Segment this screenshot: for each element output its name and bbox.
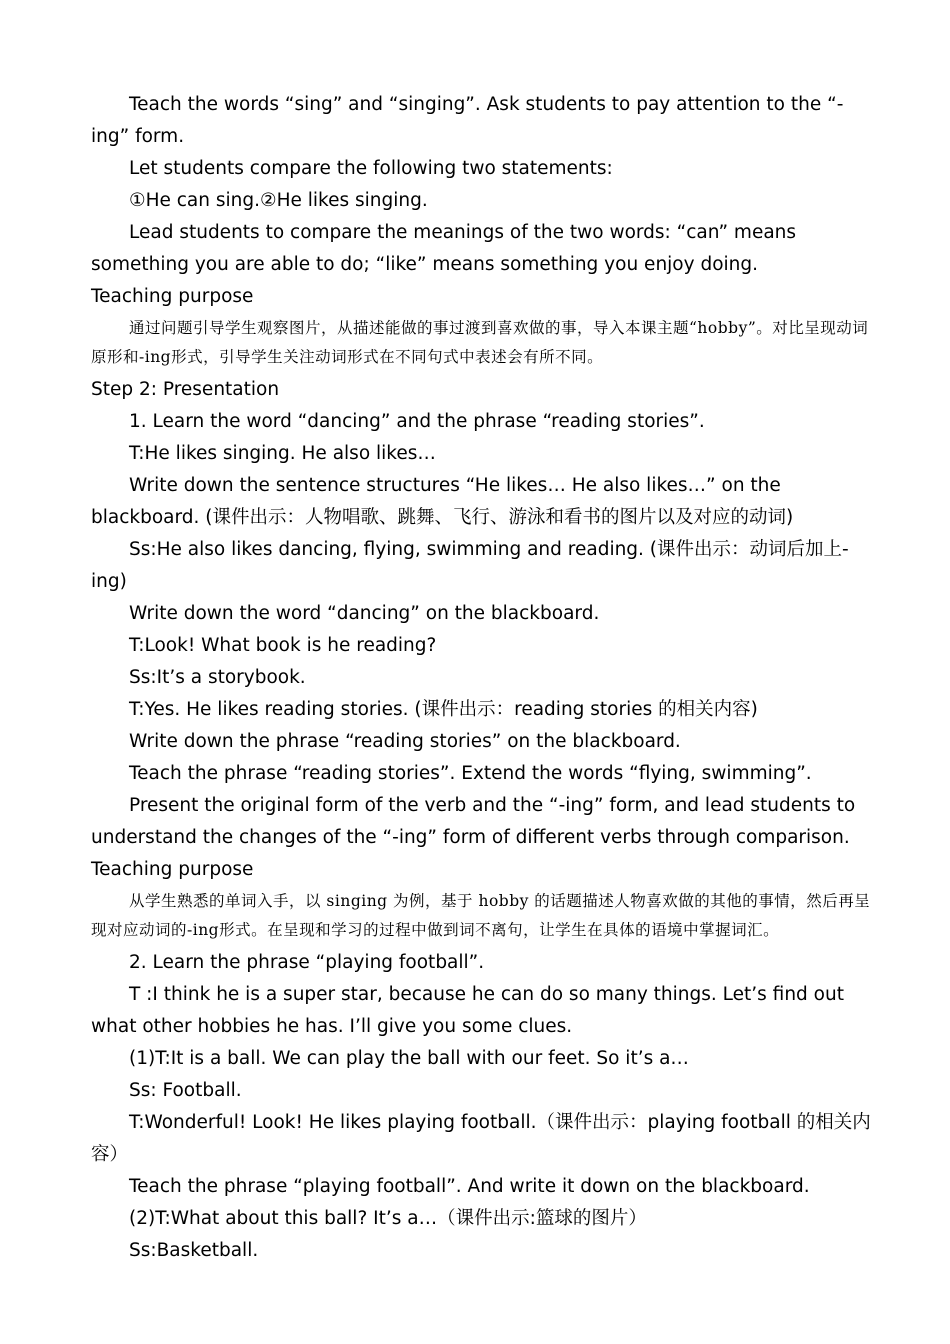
document-page — [91, 89, 871, 1267]
section-heading: Teaching purpose — [91, 859, 254, 880]
paragraph: Write down the sentence structures “He likes… He also likes…” on the blackboard. (课件出示：人物唱歌、跳舞、飞行、游泳和看书的图片以及对应的动词) — [91, 475, 794, 528]
paragraph: T:Look! What book is he reading? — [129, 635, 437, 656]
paragraph: Ss:Basketball. — [129, 1240, 259, 1261]
paragraph: Teach the words “sing” and “singing”. Ask students to pay attention to the “-ing” form. — [91, 94, 844, 147]
paragraph: 2. Learn the phrase “playing football”. — [129, 952, 485, 973]
paragraph: Ss:He also likes dancing, flying, swimming and reading. (课件出示：动词后加上-ing) — [91, 539, 849, 592]
paragraph: T:He likes singing. He also likes… — [129, 443, 436, 464]
paragraph: Lead students to compare the meanings of the two words: “can” means something you are able to do; “like” means something you enjoy doing. — [91, 222, 797, 275]
paragraph: (2)T:What about this ball? It’s a…（课件出示:篮球的图片） — [129, 1208, 647, 1229]
paragraph: Ss: Football. — [129, 1080, 242, 1101]
paragraph: Let students compare the following two statements: — [129, 158, 613, 179]
paragraph: 1. Learn the word “dancing” and the phrase “reading stories”. — [129, 411, 705, 432]
purpose-text: 通过问题引导学生观察图片，从描述能做的事过渡到喜欢做的事，导入本课主题“hobby”。对比呈现动词原形和-ing形式，引导学生关注动词形式在不同句式中表述会有所不同。 — [91, 319, 869, 366]
paragraph: Teach the phrase “reading stories”. Extend the words “flying, swimming”. — [129, 763, 812, 784]
paragraph: Ss:It’s a storybook. — [129, 667, 306, 688]
paragraph: Write down the word “dancing” on the blackboard. — [129, 603, 600, 624]
paragraph: ①He can sing.②He likes singing. — [129, 190, 428, 211]
step-heading: Step 2: Presentation — [91, 379, 280, 400]
purpose-text: 从学生熟悉的单词入手，以 singing 为例，基于 hobby 的话题描述人物喜欢做的其他的事情，然后再呈现对应动词的-ing形式。在呈现和学习的过程中做到词不离句，让学生在具体的语境中掌握词汇。 — [91, 892, 871, 939]
paragraph: T :I think he is a super star, because he can do so many things. Let’s find out what other hobbies he has. I’ll give you some clues. — [91, 984, 844, 1037]
paragraph: Teach the phrase “playing football”. And write it down on the blackboard. — [129, 1176, 810, 1197]
paragraph: (1)T:It is a ball. We can play the ball with our feet. So it’s a… — [129, 1048, 689, 1069]
section-heading: Teaching purpose — [91, 286, 254, 307]
paragraph: T:Yes. He likes reading stories. (课件出示：reading stories 的相关内容) — [129, 699, 758, 720]
paragraph: T:Wonderful! Look! He likes playing football.（课件出示：playing football 的相关内容） — [91, 1112, 871, 1165]
paragraph: Present the original form of the verb and the “-ing” form, and lead students to understand the changes of the “-ing” form of different verbs through comparison. — [91, 795, 856, 848]
paragraph: Write down the phrase “reading stories” on the blackboard. — [129, 731, 681, 752]
